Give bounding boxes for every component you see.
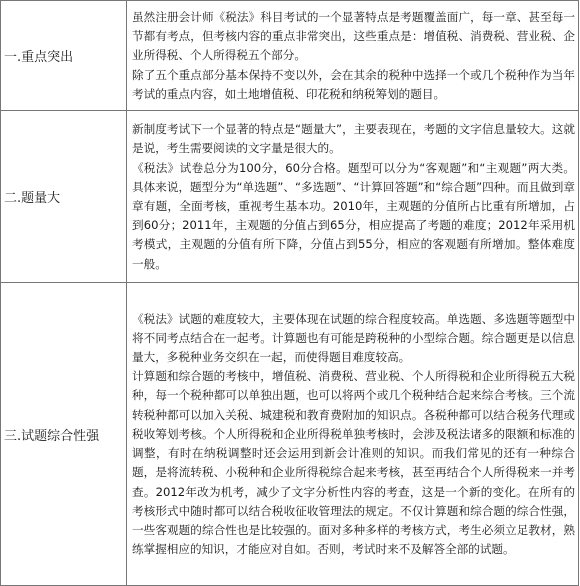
row-label: 二.题量大 xyxy=(1,111,127,283)
table-row xyxy=(1,111,579,283)
paragraph: 计算题和综合题的考核中，增值税、消费税、营业税、个人所得税和企业所得税五大税种，每一个税种都可以单独出题，也可以将两个或几个税种结合起来综合考核。三个流转税种都可以加入关税、城建税和教育费附加的知识点。各税种都可以结合税务代理或税收筹划考核。个人所得税和企业所得税单独考核时，会涉及税法诸多的限额和标准的调整，有时在纳税调整时还会运用到新会计准则的知识。而我们常见的还有一种综合题，是将流转税、小税种和企业所得税综合起来考核，甚至再结合个人所得税来一并考查。2012年改为机考，减少了文字分析性内容的考查，这是一个新的变化。在所有的考核形式中随时都可以结合税收征收管理法的规定。不仅计算题和综合题的综合性强，一些客观题的综合性也是比较强的。面对多种多样的考核方式，考生必须立足教材，熟练掌握相应的知识，才能应对自如。否则，考试时来不及解答全部的试题。 xyxy=(132,369,575,557)
row-label: 三.试题综合性强 xyxy=(1,283,127,586)
row-content xyxy=(127,111,579,283)
row-content xyxy=(127,1,579,111)
paragraph: 新制度考试下一个显著的特点是“题量大”，主要表现在，考题的文字信息量较大。这就是说，考生需要阅读的文字量是很大的。 xyxy=(132,122,575,156)
paragraph: 《税法》试卷总分为100分，60分合格。题型可以分为“客观题”和“主观题”两大类。具体来说，题型分为“单选题”、“多选题”、“计算回答题”和“综合题”四种。而且做到章章有题，全面考核，重视考生基本功。2010年，主观题的分值所占比重有所增加，占到60分；2011年，主观题的分值占到65分，相应提高了考题的难度；2012年采用机考模式，主观题的分值有所下降，分值占到55分，相应的客观题有所增加。整体难度一般。 xyxy=(132,160,575,271)
row-label: 一.重点突出 xyxy=(1,1,127,111)
table-row xyxy=(1,283,579,586)
table-row xyxy=(1,1,579,111)
row-content xyxy=(127,283,579,586)
paragraph: 《税法》试题的难度较大，主要体现在试题的综合程度较高。单选题、多选题等题型中将不同考点结合在一起考。计算题也有可能是跨税种的小型综合题。综合题更是以信息量大，多税种业务交织在一起，而使得题目难度较高。 xyxy=(132,311,575,365)
paragraph: 虽然注册会计师《税法》科目考试的一个显著特点是考题覆盖面广，每一章、甚至每一节都有考点，但考核内容的重点非常突出，这些重点是：增值税、消费税、营业税、企业所得税、个人所得税五个部分。 xyxy=(132,9,575,63)
paragraph: 除了五个重点部分基本保持不变以外，会在其余的税种中选择一个或几个税种作为当年考试的重点内容，如土地增值税、印花税和纳税筹划的题目。 xyxy=(132,67,575,101)
